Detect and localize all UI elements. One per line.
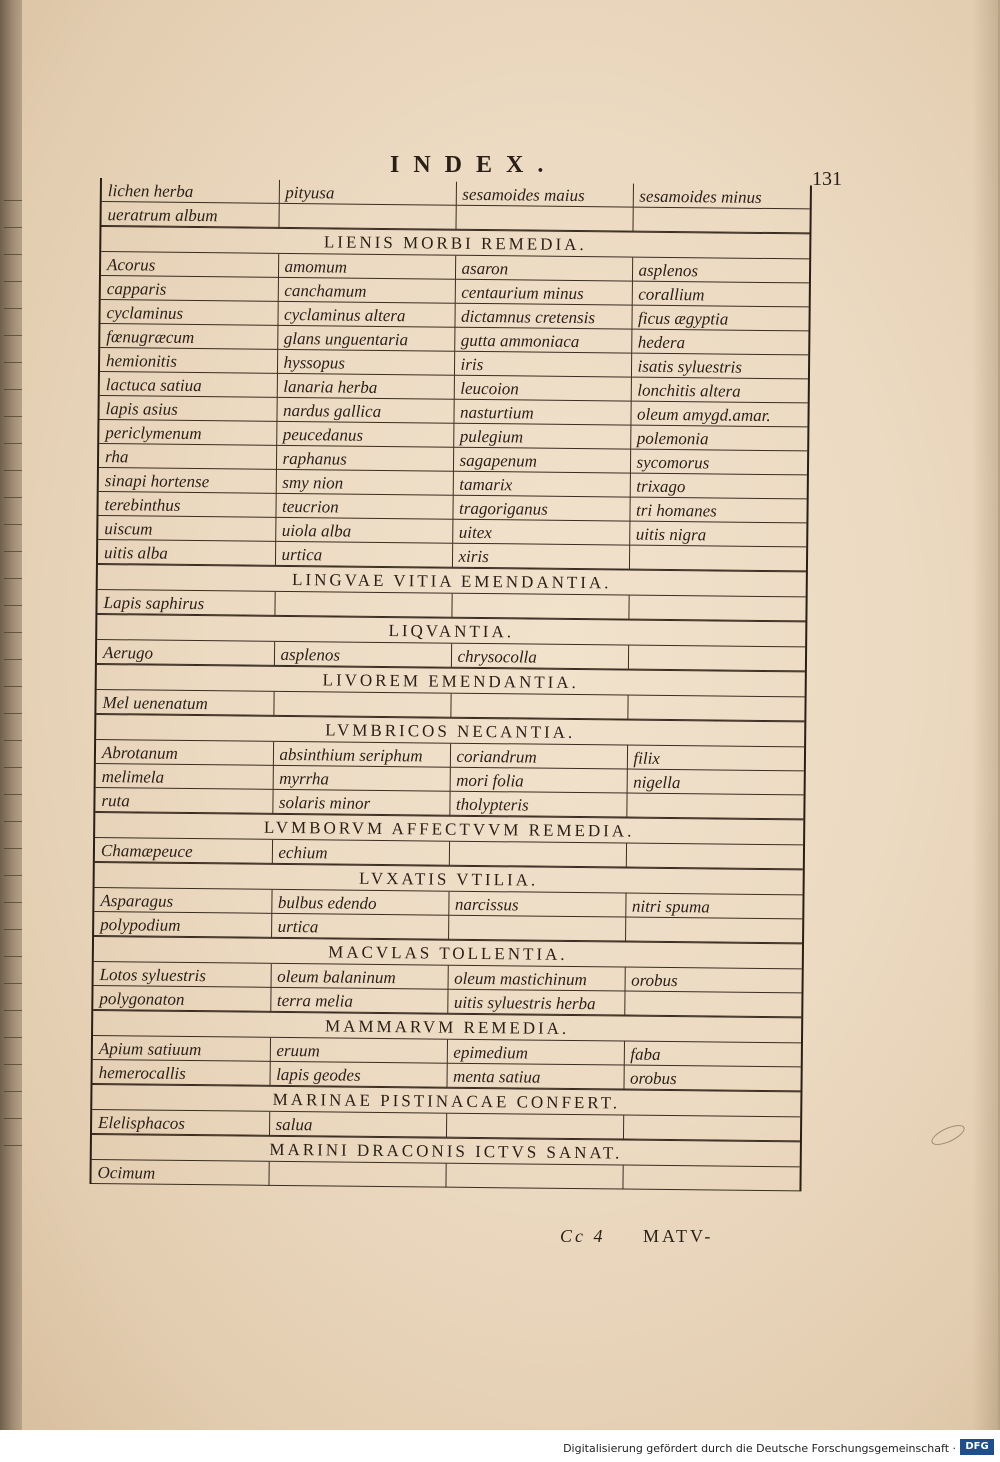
entry-cell: terebinthus — [98, 492, 275, 518]
entry-cell: cyclaminus — [100, 300, 277, 326]
entry-cell: narcissus — [448, 892, 625, 917]
entry-cell: tri homanes — [629, 497, 806, 523]
entry-cell: Elelisphacos — [92, 1110, 269, 1135]
entry-cell — [448, 915, 625, 941]
entry-cell: uitis syluestris herba — [447, 989, 624, 1015]
entry-cell: leucoion — [454, 375, 631, 401]
entry-cell: uiola alba — [275, 517, 452, 543]
entry-cell: lonchitis altera — [631, 377, 808, 403]
section-heading: LIENIS MORBI REMEDIA. — [101, 226, 809, 259]
entry-cell — [274, 592, 451, 617]
running-head-title: INDEX. — [390, 152, 558, 178]
entry-cell — [446, 1114, 623, 1139]
entry-cell: polemonia — [630, 425, 807, 451]
entry-cell: nasturtium — [453, 399, 630, 425]
index-section — [101, 178, 809, 233]
index-section — [92, 1084, 800, 1141]
entry-cell: raphanus — [276, 445, 453, 471]
entry-cell: glans unguentaria — [277, 325, 454, 351]
section-heading: MARINI DRACONIS ICTVS SANAT. — [92, 1134, 800, 1167]
entry-cell: eruum — [270, 1038, 447, 1063]
index-section — [94, 862, 803, 943]
entry-cell: uitis nigra — [629, 521, 806, 547]
entry-cell: lichen herba — [102, 178, 279, 203]
entry-cell: asplenos — [632, 258, 809, 283]
entry-cell: oleum amygd.amar. — [630, 401, 807, 427]
entry-cell — [627, 696, 804, 721]
entry-cell: polypodium — [94, 911, 271, 937]
entry-cell: rha — [99, 444, 276, 470]
entry-cell: Ocimum — [91, 1160, 268, 1185]
signature-mark: Cc 4 — [560, 1226, 606, 1246]
entry-cell: coriandrum — [450, 744, 627, 769]
entry-cell: cyclaminus altera — [277, 301, 454, 327]
entry-cell: hyssopus — [277, 349, 454, 375]
entry-cell: smy nion — [276, 469, 453, 495]
entry-cell: Asparagus — [94, 888, 271, 913]
index-section — [97, 564, 805, 621]
entry-cell: trixago — [630, 473, 807, 499]
section-heading: MARINAE PISTINACAE CONFERT. — [92, 1084, 800, 1117]
entry-cell: asplenos — [274, 642, 451, 667]
entry-cell: tholypteris — [449, 791, 626, 817]
section-entries-table — [101, 178, 809, 233]
entry-cell: absinthium seriphum — [273, 742, 450, 767]
index-section — [95, 714, 804, 819]
index-section — [91, 1134, 799, 1191]
entry-cell — [278, 203, 455, 229]
entry-cell — [268, 1162, 445, 1187]
section-heading: LIVOREM EMENDANTIA. — [97, 664, 805, 697]
entry-cell: asaron — [455, 256, 632, 281]
entry-cell: fœnugræcum — [100, 324, 277, 350]
entry-cell — [449, 842, 626, 867]
entry-cell — [628, 646, 805, 671]
entry-cell: uitex — [452, 519, 629, 545]
entry-cell: sinapi hortense — [99, 468, 276, 494]
digitization-footer — [0, 1430, 1000, 1462]
entry-cell: menta satiua — [446, 1063, 623, 1089]
entry-cell: lanaria herba — [277, 373, 454, 399]
section-entries-table — [93, 1036, 801, 1091]
entry-cell: sesamoides minus — [633, 184, 810, 209]
entry-cell: ruta — [95, 787, 272, 813]
entry-cell — [455, 205, 632, 231]
entry-cell: sesamoides maius — [456, 182, 633, 207]
entry-cell: isatis syluestris — [631, 353, 808, 379]
entry-cell: lapis geodes — [270, 1061, 447, 1087]
entry-cell: nardus gallica — [276, 397, 453, 423]
entry-cell — [625, 917, 802, 943]
section-heading: LVMBORVM AFFECTVVM REMEDIA. — [95, 812, 803, 845]
section-heading: MAMMARVM REMEDIA. — [93, 1010, 801, 1043]
entry-cell: sagapenum — [453, 447, 630, 473]
entry-cell: bulbus edendo — [271, 890, 448, 915]
entry-cell: polygonaton — [93, 985, 270, 1011]
section-entries-table — [93, 962, 801, 1017]
entry-cell — [445, 1164, 622, 1189]
entry-cell: melimela — [96, 763, 273, 789]
entry-cell: gutta ammoniaca — [454, 327, 631, 353]
entry-cell: Mel uenenatum — [96, 690, 273, 715]
entry-cell — [623, 1116, 800, 1141]
entry-cell: myrrha — [273, 765, 450, 791]
entry-cell: nitri spuma — [625, 894, 802, 919]
entry-cell: Chamæpeuce — [95, 838, 272, 863]
entry-cell: urtica — [275, 541, 452, 567]
section-heading: LINGVAE VITIA EMENDANTIA. — [98, 564, 806, 597]
index-section — [96, 664, 804, 721]
entry-cell: uitis alba — [98, 540, 275, 566]
entry-cell: salua — [269, 1112, 446, 1137]
entry-cell — [629, 545, 806, 571]
entry-cell: Abrotanum — [96, 740, 273, 765]
entry-cell: tragoriganus — [452, 495, 629, 521]
entry-cell — [632, 207, 809, 233]
entry-cell: filix — [627, 746, 804, 771]
entry-cell: teucrion — [275, 493, 452, 519]
index-section — [93, 1010, 802, 1091]
section-entries-table — [95, 740, 804, 819]
entry-cell: iris — [454, 351, 631, 377]
entry-cell: Lotos syluestris — [94, 962, 271, 987]
entry-cell — [626, 844, 803, 869]
entry-cell: sycomorus — [630, 449, 807, 475]
entry-cell: orobus — [625, 968, 802, 993]
page-number: 131 — [812, 168, 842, 190]
index-section — [95, 812, 803, 869]
entry-cell: nigella — [627, 769, 804, 795]
section-heading: MACVLAS TOLLENTIA. — [94, 936, 802, 969]
entry-cell: xiris — [452, 543, 629, 569]
entry-cell: faba — [624, 1042, 801, 1067]
section-heading: LVXATIS VTILIA. — [95, 862, 803, 895]
section-entries-table — [98, 252, 809, 571]
entry-cell: oleum balaninum — [271, 964, 448, 989]
entry-cell: ficus ægyptia — [631, 305, 808, 331]
entry-cell: chrysocolla — [451, 644, 628, 669]
entry-cell: peucedanus — [276, 421, 453, 447]
entry-cell — [628, 596, 805, 621]
entry-cell: uiscum — [98, 516, 275, 542]
entry-cell: centaurium minus — [455, 279, 632, 305]
entry-cell: pityusa — [279, 180, 456, 205]
entry-cell: tamarix — [453, 471, 630, 497]
entry-cell: Apium satiuum — [93, 1036, 270, 1061]
footer-credit: Digitalisierung gefördert durch die Deutsche Forschungsgemeinschaft · — [563, 1442, 956, 1455]
page-edge-shadow — [972, 0, 998, 1430]
entry-cell: epimedium — [447, 1040, 624, 1065]
entry-cell — [273, 692, 450, 717]
entry-cell: pulegium — [453, 423, 630, 449]
catchword: MATV- — [643, 1226, 714, 1246]
section-heading: LVMBRICOS NECANTIA. — [96, 714, 804, 747]
entry-cell: Lapis saphirus — [97, 590, 274, 615]
entry-cell — [626, 793, 803, 819]
section-entries-table — [94, 888, 802, 943]
entry-cell: dictamnus cretensis — [454, 303, 631, 329]
index-section — [93, 936, 802, 1017]
entry-cell: Aerugo — [97, 640, 274, 665]
index-section — [97, 614, 805, 671]
dfg-logo: DFG — [960, 1439, 994, 1455]
entry-cell: amomum — [278, 254, 455, 279]
entry-cell: echium — [272, 840, 449, 865]
entry-cell: ueratrum album — [102, 202, 279, 228]
entry-cell: lapis asius — [99, 396, 276, 422]
entry-cell: terra melia — [270, 987, 447, 1013]
entry-cell: urtica — [271, 913, 448, 939]
entry-cell — [451, 594, 628, 619]
entry-cell — [622, 1166, 799, 1191]
entry-cell: solaris minor — [272, 789, 449, 815]
entry-cell — [624, 991, 801, 1017]
entry-cell: capparis — [101, 276, 278, 302]
entry-cell: hemerocallis — [93, 1059, 270, 1085]
entry-cell: canchamum — [278, 277, 455, 303]
catchwords — [560, 1226, 713, 1247]
entry-cell: hemionitis — [100, 348, 277, 374]
entry-cell: Acorus — [101, 252, 278, 277]
entry-cell: hedera — [631, 329, 808, 355]
entry-cell: orobus — [623, 1065, 800, 1091]
entry-cell — [450, 694, 627, 719]
index-table — [89, 178, 811, 1191]
index-section — [98, 226, 810, 571]
section-heading: LIQVANTIA. — [97, 614, 805, 647]
entry-cell: corallium — [632, 281, 809, 307]
entry-cell: lactuca satiua — [100, 372, 277, 398]
entry-cell: mori folia — [450, 767, 627, 793]
entry-cell: periclymenum — [99, 420, 276, 446]
entry-cell: oleum mastichinum — [448, 966, 625, 991]
